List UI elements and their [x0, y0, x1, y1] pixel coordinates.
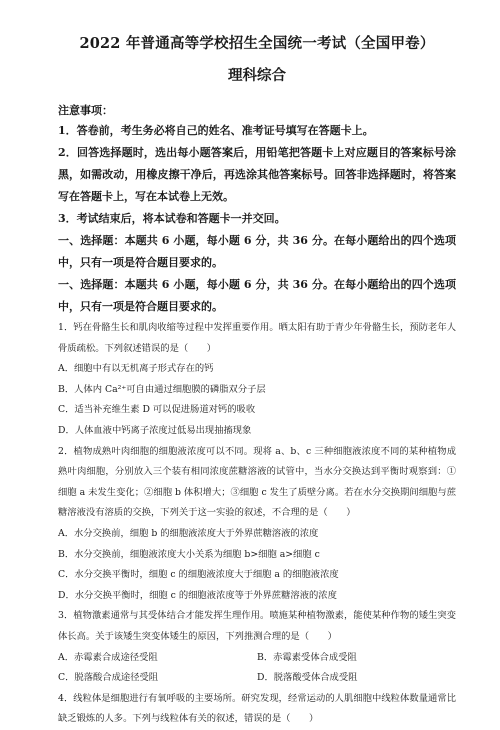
exam-title: 2022 年普通高等学校招生全国统一考试（全国甲卷）: [79, 35, 435, 52]
question-2: [58, 442, 456, 607]
option-d: D．脱落酸受体合成受阻: [257, 672, 358, 684]
option-a: A．水分交换前，细胞 b 的细胞液浓度大于外界蔗糖溶液的浓度: [58, 527, 319, 539]
notice-item: 3．考试结束后，将本试卷和答题卡一并交回。: [58, 212, 286, 225]
question-stem: 4．线粒体是细胞进行有氧呼吸的主要场所。研究发现，经常运动的人肌细胞中线粒体数量通常比缺乏锻炼的人多。下列与线粒体有关的叙述，错误的是（ ）: [58, 692, 456, 725]
notice-item: 1．答卷前，考生务必将自己的姓名、准考证号填写在答题卡上。: [58, 124, 374, 137]
question-stem: 2．植物成熟叶肉细胞的细胞液浓度可以不同。现将 a、b、c 三种细胞液浓度不同的某种植物成熟叶肉细胞，分别放入三个装有相同浓度蔗糖溶液的试管中，当水分交换达到平衡时观察到：①细胞 a 未发生变化；②细胞 b 体积增大；③细胞 c 发生了质壁分离。若在水分交换期间细胞与蔗糖溶液没有溶质的交换，下列关于这一实验的叙述，不合理的是（ ）: [58, 445, 456, 519]
exam-subtitle: 理科综合: [228, 67, 286, 84]
question-1: [58, 318, 456, 442]
option-c: C．脱落酸合成途径受阻: [58, 672, 159, 684]
notice-heading: 注意事项：: [58, 104, 113, 117]
section-instruction: 一、选择题：本题共 6 小题，每小题 6 分，共 36 分。在每小题给出的四个选项中，只有一项是符合题目要求的。: [58, 234, 456, 269]
option-d: D．人体血液中钙离子浓度过低易出现抽搐现象: [58, 424, 252, 436]
option-b: B．赤霉素受体合成受阻: [257, 651, 357, 663]
question-stem: 3．植物激素通常与其受体结合才能发挥生理作用。喷施某种植物激素，能使某种作物的矮生突变体长高。关于该矮生突变体矮生的原因，下列推测合理的是（ ）: [58, 610, 456, 642]
question-stem: 1．钙在骨骼生长和肌肉收缩等过程中发挥重要作用。晒太阳有助于青少年骨骼生长，预防老年人骨质疏松。下列叙述错误的是（ ）: [58, 322, 456, 354]
option-row: [58, 648, 456, 669]
option-a: A．细胞中有以无机离子形式存在的钙: [58, 363, 214, 375]
question-4: [58, 689, 456, 730]
option-row: [58, 668, 456, 689]
notice-list: [58, 120, 456, 318]
notice-item: 2．回答选择题时，选出每小题答案后，用铅笔把答题卡上对应题目的答案标号涂黑，如需改动，用橡皮擦干净后，再选涂其他答案标号。回答非选择题时，将答案写在答题卡上，写在本试卷上无效。: [58, 146, 456, 203]
question-3: [58, 606, 456, 688]
option-c: C．适当补充维生素 D 可以促进肠道对钙的吸收: [58, 404, 256, 416]
option-d: D．水分交换平衡时，细胞 c 的细胞液浓度等于外界蔗糖溶液的浓度: [58, 589, 337, 601]
option-b: B．水分交换前，细胞液浓度大小关系为细胞 b>细胞 a>细胞 c: [58, 548, 320, 560]
section-instruction: 一、选择题：本题共 6 小题，每小题 6 分，共 36 分。在每小题给出的四个选项中，只有一项是符合题目要求的。: [58, 278, 456, 313]
option-b: B．人体内 Ca²⁺可自由通过细胞膜的磷脂双分子层: [58, 383, 266, 395]
option-a: A．赤霉素合成途径受阻: [58, 651, 158, 663]
option-c: C．水分交换平衡时，细胞 c 的细胞液浓度大于细胞 a 的细胞液浓度: [58, 569, 339, 581]
